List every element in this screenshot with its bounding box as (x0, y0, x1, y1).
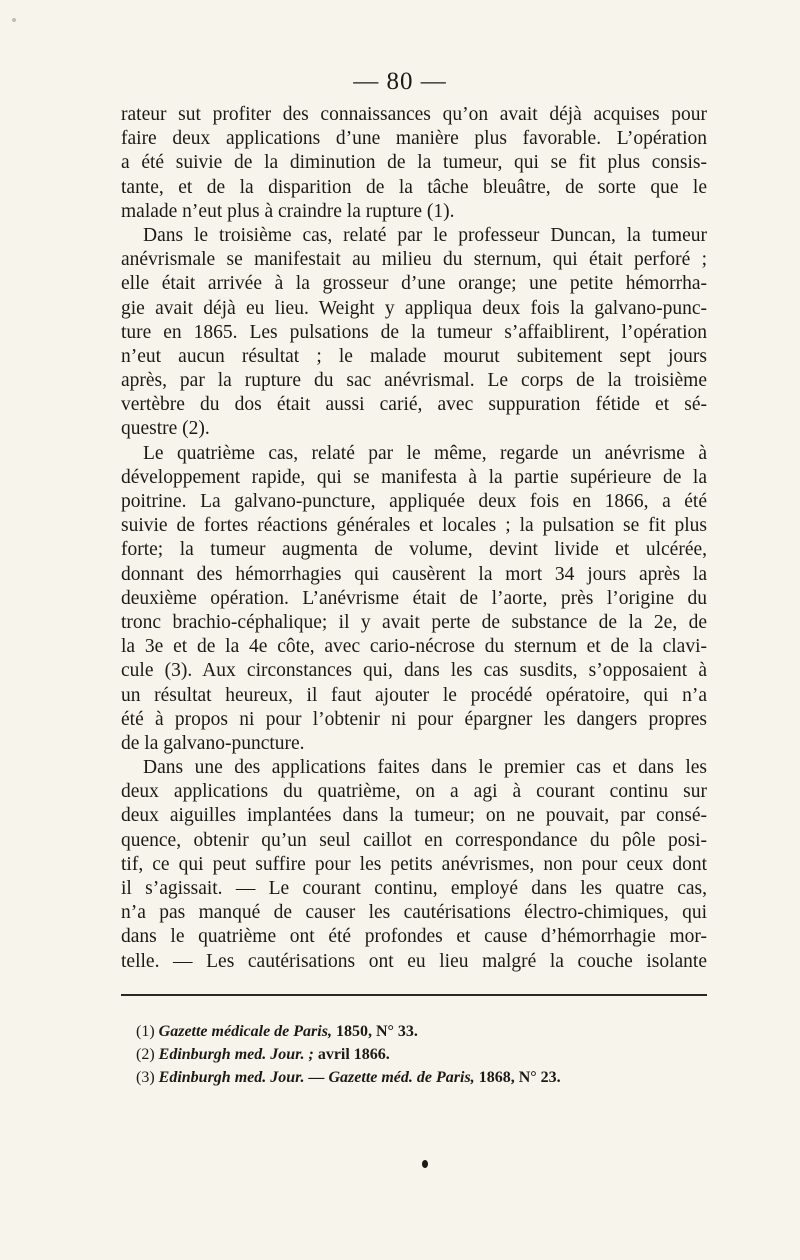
text-line: un résultat heureux, il faut ajouter le procédé opératoire, qui n’a (121, 684, 707, 706)
text-line: la 3e et de la 4e côte, avec cario-nécrose du sternum et de la clavi- (121, 636, 707, 658)
text-line: malade n’eut plus à craindre la rupture (1). (121, 200, 455, 222)
footnote-rest: avril 1866. (313, 1046, 390, 1063)
text-line: rateur sut profiter des connaissances qu’on avait déjà acquises pour (121, 104, 707, 125)
text-line: vertèbre du dos était aussi carié, avec suppuration fétide et sé- (121, 394, 707, 416)
text-line: après, par la rupture du sac anévrismal. Le corps de la troisième (121, 370, 707, 392)
text-line: Dans une des applications faites dans le premier cas et dans les (143, 757, 707, 779)
footnote-rest: 1868, N° 23. (474, 1069, 561, 1086)
text-line: telle. — Les cautérisations ont eu lieu malgré la couche isolante (121, 950, 707, 972)
text-line: développement rapide, qui se manifesta à la partie supérieure de la (121, 466, 707, 488)
footnote-mark: (1) (136, 1023, 155, 1040)
text-line: poitrine. La galvano-puncture, appliquée deux fois en 1866, a été (121, 491, 707, 512)
text-line: tronc brachio-céphalique; il y avait perte de substance de la 2e, de (121, 611, 707, 633)
text-line: deuxième opération. L’anévrisme était de l’aorte, près l’origine du (121, 587, 707, 609)
footnote-source: Edinburgh med. Jour. ; (158, 1046, 314, 1063)
text-line: faire deux applications d’une manière plus favorable. L’opération (121, 128, 707, 150)
text-line: dans le quatrième ont été profondes et cause d’hémorrhagie mor- (121, 926, 707, 948)
text-line: quence, obtenir qu’un seul caillot en correspondance du pôle posi- (121, 829, 707, 851)
text-line: forte; la tumeur augmenta de volume, devint livide et ulcérée, (121, 539, 707, 561)
text-line: anévrismale se manifestait au milieu du sternum, qui était perforé ; (121, 249, 707, 271)
footnote (136, 1066, 696, 1089)
text-line: questre (2). (121, 418, 210, 440)
text-line: été à propos ni pour l’obtenir ni pour épargner les dangers propres (121, 708, 707, 730)
text-line: tante, et de la disparition de la tâche bleuâtre, de sorte que le (121, 176, 707, 198)
text-line: tif, ce qui peut suffire pour les petits anévrismes, non pour ceux dont (121, 853, 707, 875)
ink-dot (422, 1160, 428, 1168)
text-line: a été suivie de la diminution de la tumeur, qui se fit plus consis- (121, 152, 707, 174)
text-line: il s’agissait. — Le courant continu, employé dans les quatre cas, (121, 878, 707, 899)
page-number: — 80 — (353, 68, 447, 95)
paper-speck (12, 18, 16, 22)
body-text (121, 103, 707, 974)
text-line: de la galvano-puncture. (121, 732, 305, 754)
text-line: donnant des hémorrhagies qui causèrent la mort 34 jours après la (121, 563, 707, 585)
text-line: Le quatrième cas, relaté par le même, regarde un anévrisme à (143, 442, 707, 464)
text-line: ture en 1865. Les pulsations de la tumeur s’affaiblirent, l’opération (121, 321, 707, 343)
text-line: elle était arrivée à la grosseur d’une orange; une petite hémorrha- (121, 273, 707, 295)
footnote-mark: (2) (136, 1046, 155, 1063)
text-line: n’a pas manqué de causer les cautérisations électro-chimiques, qui (121, 902, 707, 924)
footnote (136, 1043, 696, 1066)
text-line: n’eut aucun résultat ; le malade mourut subitement sept jours (121, 345, 707, 367)
text-line: cule (3). Aux circonstances qui, dans les cas susdits, s’opposaient à (121, 660, 707, 682)
text-line: Dans le troisième cas, relaté par le professeur Duncan, la tumeur (143, 224, 707, 246)
footnote-divider (121, 994, 707, 996)
footnote-source: Edinburgh med. Jour. — Gazette méd. de Paris, (158, 1069, 475, 1086)
text-line: gie avait déjà eu lieu. Weight y appliqua deux fois la galvano-punc- (121, 297, 707, 319)
text-line: deux applications du quatrième, on a agi à courant continu sur (121, 781, 707, 803)
text-line: suivie de fortes réactions générales et locales ; la pulsation se fit plus (121, 515, 707, 537)
footnote-mark: (3) (136, 1069, 155, 1086)
footnotes (136, 1020, 696, 1089)
footnote (136, 1020, 696, 1043)
footnote-rest: 1850, N° 33. (331, 1023, 418, 1040)
footnote-source: Gazette médicale de Paris, (158, 1023, 332, 1040)
text-line: deux aiguilles implantées dans la tumeur; on ne pouvait, par consé- (121, 805, 707, 827)
